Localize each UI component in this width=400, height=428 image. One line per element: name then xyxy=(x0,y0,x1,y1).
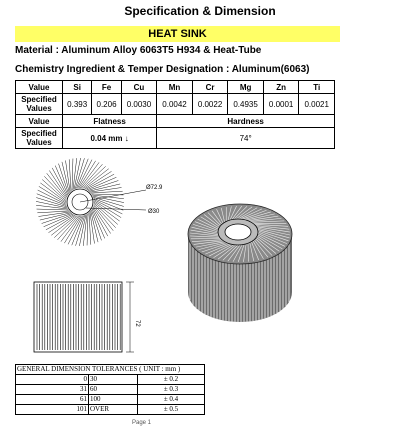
element-zn: Zn xyxy=(263,81,299,94)
tolerance-header-row xyxy=(16,365,205,375)
table-row xyxy=(16,395,205,405)
fin-line xyxy=(86,174,114,189)
specification-table xyxy=(15,80,335,149)
row-label: Specified Values xyxy=(16,94,63,115)
fin-line xyxy=(51,216,76,236)
tolerance-table xyxy=(15,364,205,415)
element-header-row xyxy=(16,81,335,94)
material-line: Material : Aluminum Alloy 6063T5 H934 & Heat-Tube xyxy=(15,45,262,56)
fin-line xyxy=(94,206,114,231)
flatness-header: Flatness xyxy=(63,115,157,128)
fin-line xyxy=(52,168,67,196)
fin-line xyxy=(85,171,112,189)
tolerance-value: ± 0.4 xyxy=(138,395,205,405)
fin-line xyxy=(72,216,84,246)
fin-line xyxy=(37,209,69,210)
fin-line xyxy=(55,166,68,195)
range-from: 31 xyxy=(16,385,89,395)
outer-diameter-label: Ø72.9 xyxy=(146,185,163,191)
range-from: 101 xyxy=(16,405,89,415)
fin-line xyxy=(76,159,88,189)
fin-line xyxy=(44,214,73,227)
fin-line xyxy=(46,215,74,230)
row-label: Value xyxy=(16,115,63,128)
row-label: Value xyxy=(16,81,63,94)
value-zn: 0.0001 xyxy=(263,94,299,115)
fin-line xyxy=(92,209,105,238)
height-label: 72 xyxy=(134,320,140,327)
fin-line xyxy=(48,215,75,233)
tolerance-header: GENERAL DIMENSION TOLERANCES ( UNIT : mm ) xyxy=(16,365,205,375)
fin-line xyxy=(84,169,109,189)
value-ti: 0.0021 xyxy=(299,94,335,115)
range-to: 30 xyxy=(89,375,138,385)
fin-line xyxy=(49,170,67,197)
table-row xyxy=(16,405,205,415)
row-label: Specified Values xyxy=(16,128,63,149)
element-si: Si xyxy=(63,81,92,94)
property-values-row xyxy=(16,128,335,149)
fin-line xyxy=(93,207,111,234)
hardness-value: 74° xyxy=(157,128,335,149)
fin-line xyxy=(87,213,88,245)
value-fe: 0.206 xyxy=(92,94,121,115)
property-header-row xyxy=(16,115,335,128)
value-cu: 0.0030 xyxy=(121,94,157,115)
range-to: OVER xyxy=(89,405,138,415)
tolerance-value: ± 0.2 xyxy=(138,375,205,385)
value-cr: 0.0022 xyxy=(192,94,228,115)
product-banner: HEAT SINK xyxy=(15,26,340,42)
isometric-bore xyxy=(225,224,251,240)
range-from: 0 xyxy=(16,375,89,385)
fin-line xyxy=(93,208,108,236)
page-footer: Page 1 xyxy=(132,420,152,426)
value-si: 0.393 xyxy=(63,94,92,115)
top-view-drawing xyxy=(28,156,188,254)
fin-line xyxy=(72,159,73,191)
side-view-drawing xyxy=(28,280,158,360)
page-title: Specification & Dimension xyxy=(124,4,276,18)
chemistry-heading: Chemistry Ingredient & Temper Designation : Aluminum(6063) xyxy=(15,64,310,75)
element-mg: Mg xyxy=(228,81,264,94)
value-mg: 0.4935 xyxy=(228,94,264,115)
flatness-value: 0.04 mm ↓ xyxy=(63,128,157,149)
table-row xyxy=(16,385,205,395)
element-cu: Cu xyxy=(121,81,157,94)
range-from: 61 xyxy=(16,395,89,405)
range-to: 100 xyxy=(89,395,138,405)
isometric-view-drawing xyxy=(180,192,305,332)
table-row xyxy=(16,375,205,385)
fin-line xyxy=(47,173,67,198)
tolerance-value: ± 0.3 xyxy=(138,385,205,395)
value-mn: 0.0042 xyxy=(157,94,193,115)
inner-diameter-label: Ø30 xyxy=(148,209,160,215)
element-cr: Cr xyxy=(192,81,228,94)
fin-line xyxy=(87,177,116,190)
element-values-row xyxy=(16,94,335,115)
element-fe: Fe xyxy=(92,81,121,94)
fin-line xyxy=(37,194,67,206)
tolerance-value: ± 0.5 xyxy=(138,405,205,415)
hardness-header: Hardness xyxy=(157,115,335,128)
range-to: 60 xyxy=(89,385,138,395)
element-mn: Mn xyxy=(157,81,193,94)
element-ti: Ti xyxy=(299,81,335,94)
